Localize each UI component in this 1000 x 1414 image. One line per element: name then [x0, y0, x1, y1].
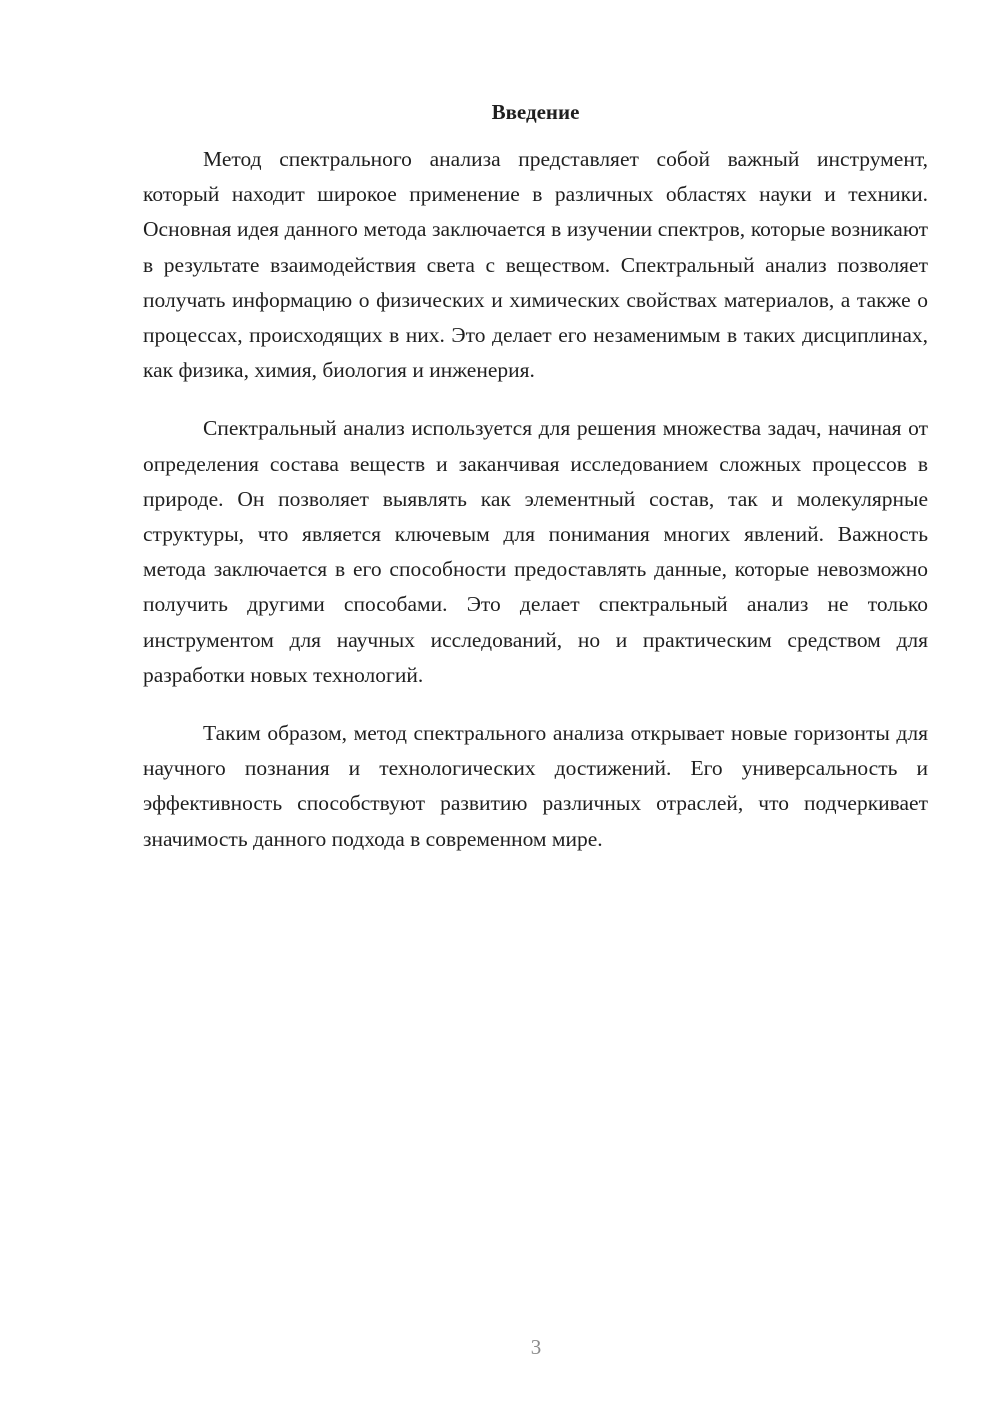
page-number: 3: [530, 1335, 542, 1359]
body-text: [143, 142, 928, 880]
paragraph-3: Таким образом, метод спектрального анализа открывает новые горизонты для научного познания и технологических достижений. Его универсальность и эффективность способствуют развитию различных отраслей, что подчеркивает значимость данного подхода в современном мире.: [143, 721, 928, 851]
paragraph-1: Метод спектрального анализа представляет собой важный инструмент, который находит широкое применение в различных областях науки и техники. Основная идея данного метода заключается в изучении спектров, которые возникают в результате взаимодействия света с веществом. Спектральный анализ позволяет получать информацию о физических и химических свойствах материалов, а также о процессах, происходящих в них. Это делает его незаменимым в таких дисциплинах, как физика, химия, биология и инженерия.: [143, 147, 928, 383]
paragraph-2: Спектральный анализ используется для решения множества задач, начиная от определения состава веществ и заканчивая исследованием сложных процессов в природе. Он позволяет выявлять как элементный состав, так и молекулярные структуры, что является ключевым для понимания многих явлений. Важность метода заключается в его способности предоставлять данные, которые невозможно получить другими способами. Это делает спектральный анализ не только инструментом для научных исследований, но и практическим средством для разработки новых технологий.: [143, 416, 928, 687]
section-title: Введение: [491, 100, 580, 124]
